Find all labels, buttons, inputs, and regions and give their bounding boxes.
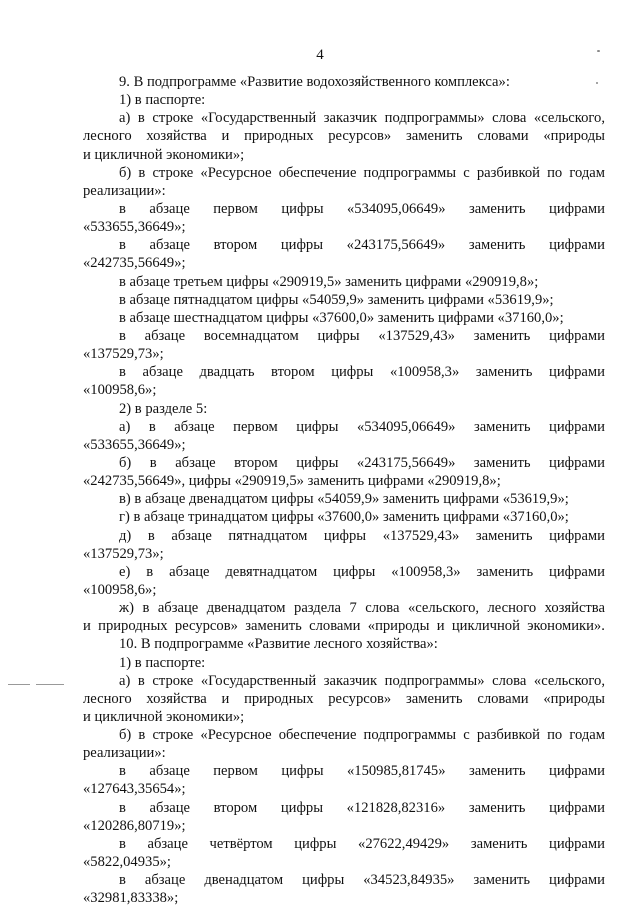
text-line: 2) в разделе 5: [119,400,208,417]
word: лесного [487,600,537,617]
word: заменить [468,237,526,254]
word: раздела [294,600,341,617]
word: подпрограммы» [384,672,485,689]
word: цифры [296,418,339,435]
word: заменить [405,690,463,707]
word: абзаце [157,600,199,617]
word: в [142,600,150,617]
text-line: реализации»: [83,745,166,762]
text-line [83,726,605,744]
word: разбивкой [476,164,540,181]
word: «137529,43» [378,327,455,344]
word: в [119,835,126,852]
word: заменить [245,618,302,635]
word: подпрограммы [363,164,457,181]
word: в [138,164,146,181]
word: абзаце [149,763,190,780]
word: «137529,43» [382,527,460,544]
word: заменить [468,200,526,217]
word: и [221,128,230,145]
text-line: и цикличной экономики»; [83,146,245,163]
word: экономики». [527,618,605,635]
word: заменить [473,454,531,471]
word: «сельского, [407,600,480,617]
word: «534095,06649» [346,200,446,217]
word: слова [365,600,400,617]
word: а) [119,418,131,435]
word: в [119,364,126,381]
word: строке [152,164,194,181]
word: цифры [333,563,376,580]
word: абзаце [174,418,215,435]
word: цифры [294,835,337,852]
text-line: «242735,56649», цифры «290919,5» заменить цифрами «290919,8»; [83,473,501,490]
word: «Государственный [200,672,317,689]
text-line: 10. В подпрограмме «Развитие лесного хозяйства»: [119,636,438,653]
word: цифрами [549,454,605,471]
word: ресурсов» [328,690,392,707]
word: лесного [83,690,132,707]
word: словами [477,690,529,707]
text-line: «242735,56649»; [83,255,186,272]
text-line [83,454,605,472]
text-line [83,327,605,345]
word: «природы [367,618,430,635]
page-number: 4 [316,47,324,63]
text-line: «137529,73»; [83,545,164,562]
word: цифрами [549,200,605,217]
word: абзаце [144,327,186,344]
word: в [149,454,157,471]
text-line: в абзаце третьем цифры «290919,5» заменить цифрами «290919,8»; [119,273,539,290]
word: природных [244,128,314,145]
word: в [137,672,145,689]
word: «150985,81745» [346,763,446,780]
word: б) [119,164,132,181]
text-line: «120286,80719»; [83,817,186,834]
word: цикличной [451,618,520,635]
word: «Ресурсное [200,727,272,744]
word: ресурсов» [174,618,238,635]
word: «243175,56649» [346,237,446,254]
scan-dash [36,684,64,685]
word: втором [213,237,258,254]
text-line [83,599,605,617]
word: заменить [468,763,526,780]
word: в [146,563,154,580]
text-line: 9. В подпрограмме «Развитие водохозяйственного комплекса»: [119,74,510,90]
word: втором [234,454,278,471]
text-line: в абзаце шестнадцатом цифры «37600,0» заменить цифрами «37160,0»; [119,309,564,326]
word: цифры [323,527,367,544]
scan-speck [597,50,600,52]
word: «243175,56649» [356,454,456,471]
word: природных [244,690,314,707]
word: ресурсов» [328,128,392,145]
word: словами [309,618,361,635]
word: восемнадцатом [203,327,299,344]
text-line [83,200,605,218]
text-line: реализации»: [83,182,166,199]
word: заменить [473,872,531,889]
word: и [83,618,91,635]
text-line [83,527,605,545]
word: заменить [470,835,528,852]
word: абзаце [144,872,186,889]
text-line [83,799,605,817]
word: заменить [475,364,533,381]
word: цифрами [549,237,605,254]
word: заменить [476,563,534,580]
word: цифрами [549,799,605,816]
word: заменить [468,799,526,816]
text-line [83,672,605,690]
word: цифры [281,763,324,780]
word: цифрами [549,563,605,580]
word: строке [152,672,194,689]
word: абзаце [147,835,188,852]
word: подпрограммы» [384,110,485,127]
text-line [83,563,605,581]
word: заменить [405,128,463,145]
word: хозяйства [544,600,605,617]
word: в [119,872,126,889]
word: в [119,799,126,816]
word: «100958,3» [389,364,460,381]
word: цифрами [549,527,605,544]
word: двадцать [199,364,255,381]
word: «природы [543,128,605,145]
word: абзаце [149,237,190,254]
text-line: «533655,36649»; [83,436,186,453]
word: слова [492,672,527,689]
text-line [83,762,605,780]
word: первом [213,763,258,780]
word: в [119,237,126,254]
word: абзаце [175,454,216,471]
word: «Государственный [200,110,317,127]
word: четвёртом [209,835,273,852]
word: «сельского, [533,110,605,127]
text-line: «100958,6»; [83,382,157,399]
word: строке [152,110,194,127]
word: заказчик [323,110,378,127]
word: с [463,164,470,181]
word: цифры [280,799,324,816]
word: цифрами [549,835,605,852]
word: обеспечение [278,164,357,181]
text-line [83,835,605,853]
text-line [83,164,605,182]
text-line: «100958,6»; [83,581,157,598]
word: абзаце [171,527,212,544]
word: природных [98,618,168,635]
word: заменить [473,327,531,344]
word: «34523,84935» [363,872,455,889]
word: заменить [475,527,533,544]
word: цифры [331,364,374,381]
word: абзаце [149,200,190,217]
word: в [119,327,126,344]
word: цифрами [549,763,605,780]
word: втором [213,799,258,816]
word: абзаце [169,563,210,580]
text-line [83,690,605,708]
text-line: 1) в паспорте: [119,654,206,671]
word: «121828,82316» [346,799,446,816]
word: в [147,527,155,544]
text-line: «127643,35654»; [83,781,186,798]
word: двенадцатом [206,600,286,617]
word: цифры [281,200,324,217]
word: годам [569,727,605,744]
word: первом [213,200,258,217]
word: а) [119,672,131,689]
word: «27622,49429» [358,835,450,852]
word: «Ресурсное [200,164,272,181]
text-line: «137529,73»; [83,346,164,363]
word: пятнадцатом [228,527,308,544]
word: с [463,727,470,744]
word: по [547,727,563,744]
word: лесного [83,128,132,145]
text-line [83,109,605,127]
word: в [137,110,145,127]
word: втором [271,364,315,381]
scan-speck [596,82,598,84]
word: цифры [317,327,360,344]
word: первом [233,418,278,435]
word: б) [119,454,132,471]
text-line [83,871,605,889]
text-line: «5822,04935»; [83,854,171,871]
word: 7 [349,600,357,617]
text-line: 1) в паспорте: [119,92,206,109]
word: заменить [473,418,531,435]
word: обеспечение [278,727,357,744]
text-line: в) в абзаце двенадцатом цифры «54059,9» заменить цифрами «53619,9»; [119,491,569,508]
text-line [83,363,605,381]
word: цифры [302,872,345,889]
word: годам [569,164,605,181]
word: а) [119,110,131,127]
word: цифры [280,237,324,254]
word: строке [152,727,194,744]
word: хозяйства [146,690,207,707]
word: в [148,418,156,435]
text-line [83,617,605,635]
word: и [436,618,445,635]
text-line: г) в абзаце тринадцатом цифры «37600,0» заменить цифрами «37160,0»; [119,509,569,526]
word: девятнадцатом [225,563,318,580]
word: заказчик [323,672,378,689]
word: и [221,690,230,707]
text-line [83,418,605,436]
text-line: в абзаце пятнадцатом цифры «54059,9» заменить цифрами «53619,9»; [119,291,554,308]
word: абзаце [149,799,190,816]
word: б) [119,727,132,744]
word: разбивкой [476,727,540,744]
word: двенадцатом [204,872,284,889]
word: «534095,06649» [356,418,456,435]
word: в [119,763,126,780]
word: «100958,3» [391,563,461,580]
word: цифрами [549,872,605,889]
text-line: «32981,83338»; [83,890,179,907]
word: слова [492,110,527,127]
document-body [83,73,605,907]
word: в [138,727,146,744]
word: абзаце [142,364,183,381]
text-line [83,236,605,254]
word: е) [119,563,131,580]
word: «природы [543,690,605,707]
word: цифрами [549,418,605,435]
scan-dash [8,684,30,685]
word: словами [477,128,529,145]
word: в [119,200,126,217]
word: ж) [119,600,134,617]
word: подпрограммы [363,727,457,744]
text-line [83,127,605,145]
word: по [547,164,563,181]
word: цифры [296,454,339,471]
text-line: и цикличной экономики»; [83,708,245,725]
word: д) [119,527,132,544]
word: цифрами [549,364,605,381]
word: «сельского, [533,672,605,689]
word: хозяйства [146,128,207,145]
word: цифрами [549,327,605,344]
text-line: «533655,36649»; [83,219,186,236]
